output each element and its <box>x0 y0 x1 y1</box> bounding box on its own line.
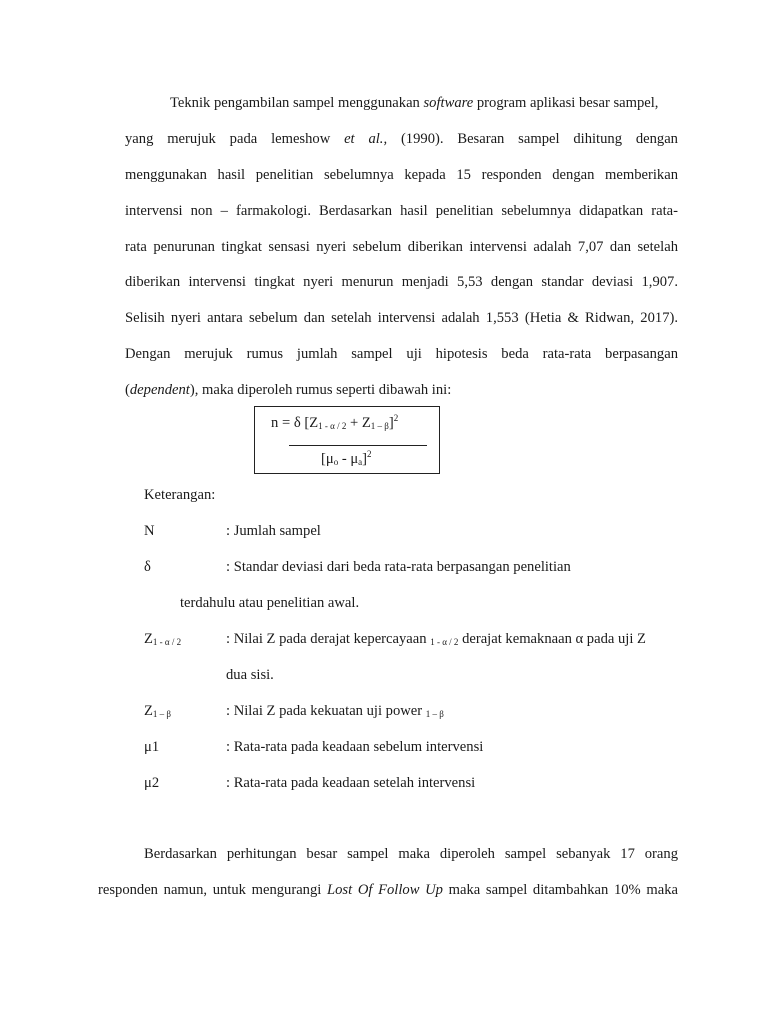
legend-term-z-alpha: Z1 - α / 2 <box>144 631 182 647</box>
legend-term-z-beta: Z1 – β <box>144 703 172 719</box>
para1-line6: diberikan intervensi tingkat nyeri menurun menjadi 5,53 dengan standar deviasi 1,907. <box>125 274 678 290</box>
para1-line7: Selisih nyeri antara sebelum dan setelah intervensi adalah 1,553 (Hetia & Ridwan, 2017). <box>125 310 678 326</box>
formula-numerator: n = δ $[Z1 - \alpha / 2 + Z1 - \beta]^2$ <box>271 413 399 431</box>
legend-desc-z-beta: : Nilai Z pada kekuatan uji power 1 – β <box>226 703 444 719</box>
para1-line1: Teknik pengambilan sampel menggunakan software program aplikasi besar sampel, <box>170 95 659 111</box>
legend-desc-n: : Jumlah sampel <box>226 523 321 539</box>
sample-size-formula <box>254 406 440 474</box>
legend-term-mu1: μ1 <box>144 739 160 755</box>
para2-line1: Berdasarkan perhitungan besar sampel maka diperoleh sampel sebanyak 17 orang <box>144 846 678 862</box>
para1-line5: rata penurunan tingkat sensasi nyeri sebelum diberikan intervensi adalah 7,07 dan setelah <box>125 239 678 255</box>
legend-term-delta: δ <box>144 559 151 575</box>
fraction-bar <box>289 445 427 446</box>
para1-line4: intervensi non – farmakologi. Berdasarkan hasil penelitian sebelumnya didapatkan rata- <box>125 203 678 219</box>
legend-heading: Keterangan: <box>144 487 216 503</box>
legend-desc-delta-cont: terdahulu atau penelitian awal. <box>180 595 360 611</box>
legend-desc-delta: : Standar deviasi dari beda rata-rata berpasangan penelitian <box>226 559 571 575</box>
legend-term-n: N <box>144 523 155 539</box>
legend-term-mu2: μ2 <box>144 775 160 791</box>
para1-line3: menggunakan hasil penelitian sebelumnya kepada 15 responden dengan memberikan <box>125 167 678 183</box>
para1-line2: yang merujuk pada lemeshow et al., (1990). Besaran sampel dihitung dengan <box>125 131 678 147</box>
para1-line9: (dependent), maka diperoleh rumus seperti dibawah ini: <box>125 382 452 398</box>
legend-desc-mu1: : Rata-rata pada keadaan sebelum intervensi <box>226 739 484 755</box>
legend-desc-mu2: : Rata-rata pada keadaan setelah intervensi <box>226 775 476 791</box>
para1-line8: Dengan merujuk rumus jumlah sampel uji hipotesis beda rata-rata berpasangan <box>125 346 678 362</box>
para2-line2: responden namun, untuk mengurangi Lost Of Follow Up maka sampel ditambahkan 10% maka <box>98 882 678 898</box>
legend-desc-z-alpha-cont: dua sisi. <box>226 667 274 683</box>
legend-desc-z-alpha: : Nilai Z pada derajat kepercayaan 1 - α / 2 derajat kemaknaan α pada uji Z <box>226 631 646 647</box>
formula-denominator: [μo - μa]$^2$ <box>321 449 372 467</box>
